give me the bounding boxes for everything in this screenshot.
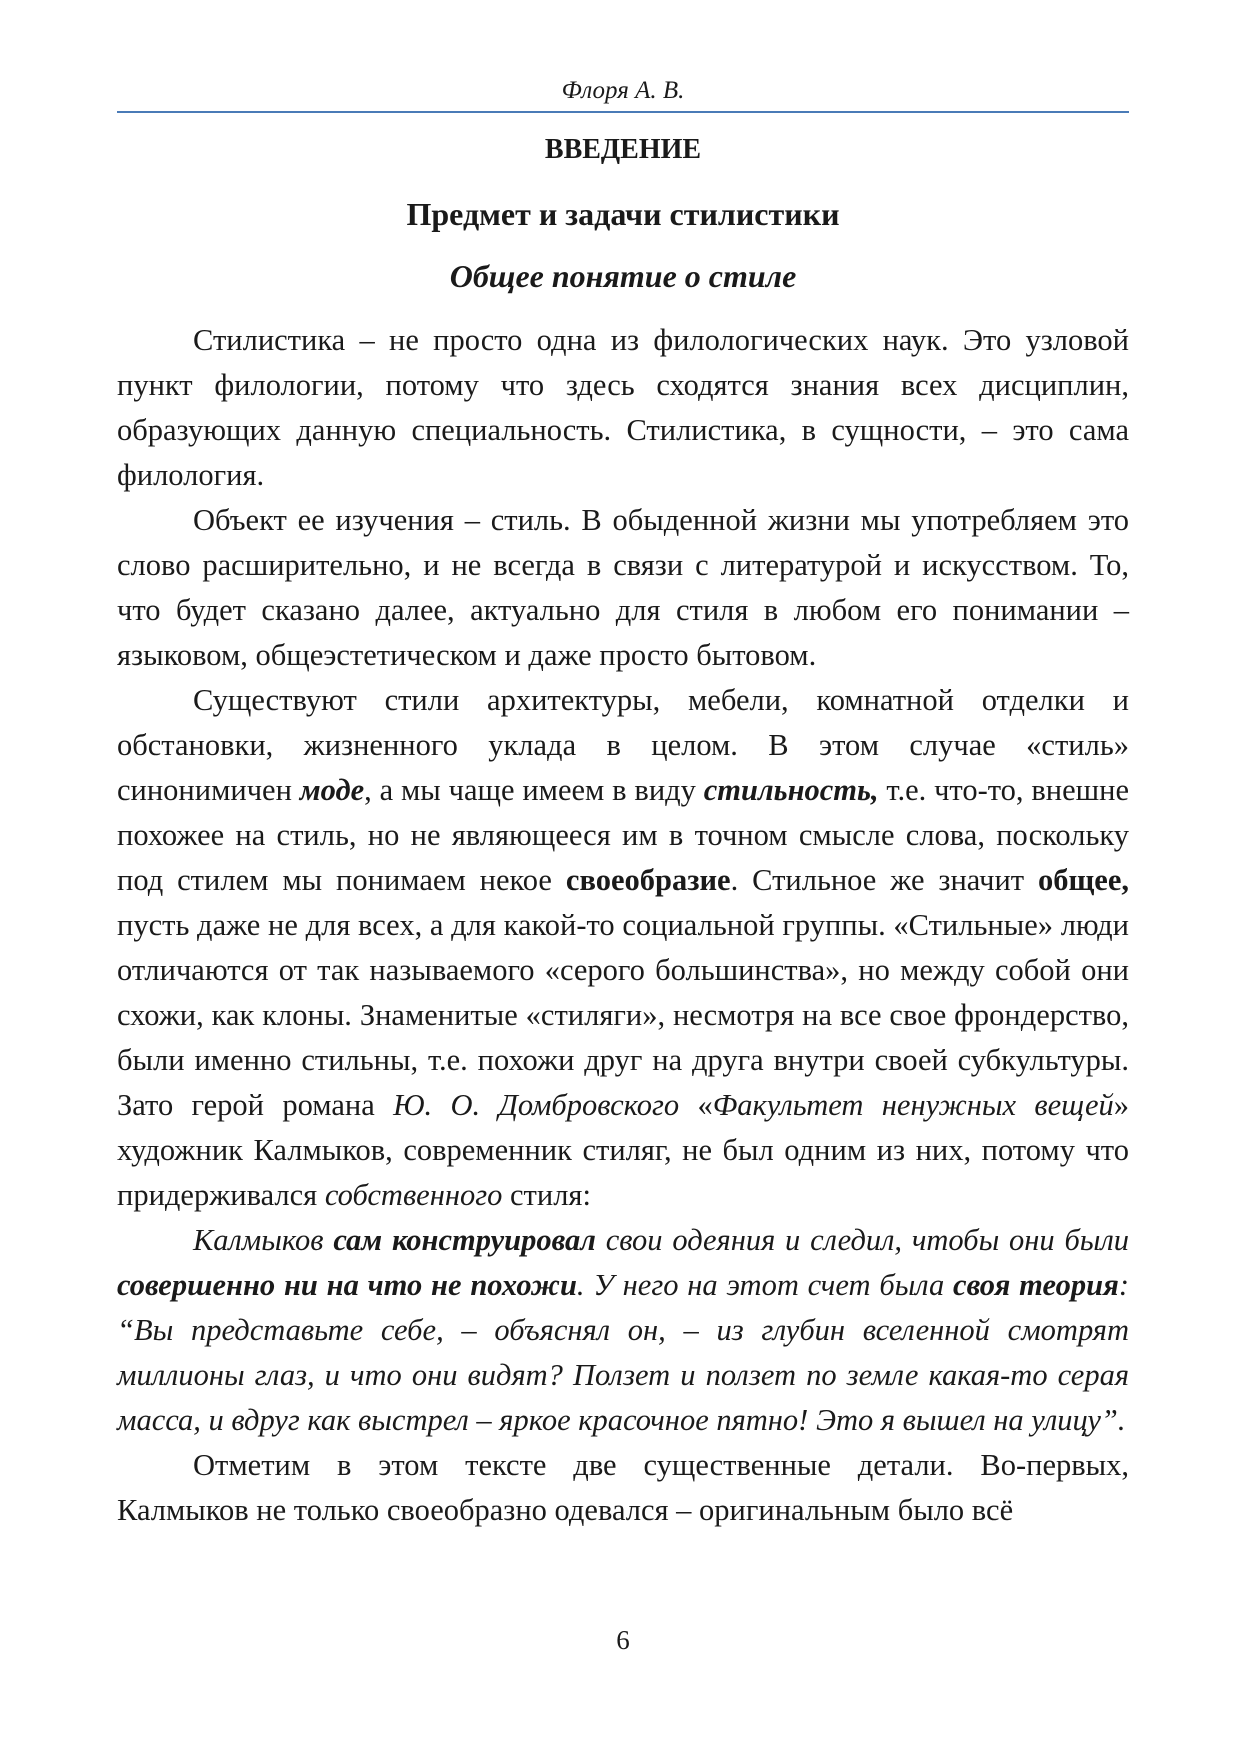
paragraph-2: Объект ее изучения – стиль. В обыденной жизни мы употребляем это слово расширительно, и не всегда в связи с литературой и искусством. То, что будет сказано далее, актуально для стиля в любом его понимании – языковом, общеэстетическом и даже просто бытовом. bbox=[117, 503, 1129, 672]
block-quote: Калмыков сам конструировал свои одеяния и следил, чтобы они были совершенно ни на что не похожи. У него на этот счет была своя теория: “Вы представьте себе, – объяснял он, – из глубин вселенной смотрят миллионы глаз, и что они видят? Ползет и ползет по земле какая-то серая масса, и вдруг как выстрел – яркое красочное пятно! Это я вышел на улицу”. bbox=[117, 1223, 1129, 1437]
paragraph-1: Стилистика – не просто одна из филологических наук. Это узловой пункт филологии, потому что здесь сходятся знания всех дисциплин, образующих данную специальность. Стилистика, в сущности, – это сама филология. bbox=[117, 323, 1129, 492]
running-header-author: Флоря А. В. bbox=[561, 77, 685, 104]
section-heading: ВВЕДЕНИЕ bbox=[544, 134, 702, 165]
body-text bbox=[117, 318, 1129, 1533]
header-divider bbox=[117, 111, 1129, 113]
subsection-heading: Общее понятие о стиле bbox=[449, 258, 797, 294]
paragraph-3: Существуют стили архитектуры, мебели, комнатной отделки и обстановки, жизненного уклада в целом. В этом случае «стиль» синонимичен моде, а мы чаще имеем в виду стильность, т.е. что-то, внешне похожее на стиль, но не являющееся им в точном смысле слова, поскольку под стилем мы понимаем некое своеобразие. Стильное же значит общее, пусть даже не для всех, а для какой-то социальной группы. «Стильные» люди отличаются от так называемого «серого большинства», но между собой они схожи, как клоны. Знаменитые «стиляги», несмотря на все свое фрондерство, были именно стильны, т.е. похожи друг на друга внутри своей субкультуры. Зато герой романа Ю. О. Домбровского «Факультет ненужных вещей» художник Калмыков, современник стиляг, не был одним из них, потому что придерживался собственного стиля: bbox=[117, 683, 1129, 1212]
chapter-heading: Предмет и задачи стилистики bbox=[406, 196, 840, 232]
page-number: 6 bbox=[616, 1625, 630, 1655]
paragraph-5: Отметим в этом тексте две существенные детали. Во-первых, Калмыков не только своеобразно одевался – оригинальным было всё bbox=[117, 1448, 1129, 1527]
